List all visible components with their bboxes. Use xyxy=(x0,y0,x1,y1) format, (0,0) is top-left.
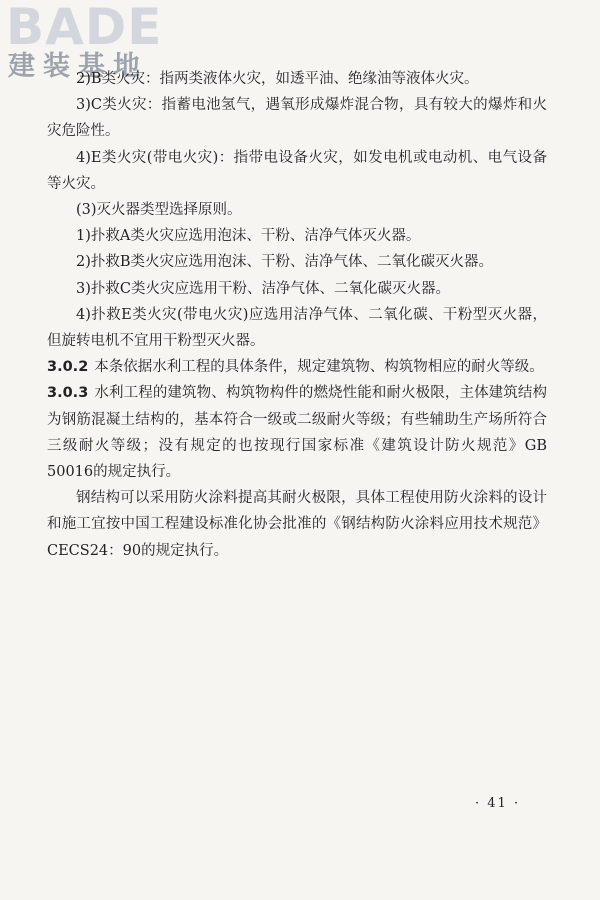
clause-3-0-3 xyxy=(47,380,547,485)
paragraph-rule-e: 4)扑救E类火灾(带电火灾)应选用洁净气体、二氧化碳、干粉型灭火器，但旋转电机不宜用干粉型灭火器。 xyxy=(47,306,547,350)
clause-3-0-2 xyxy=(47,354,547,380)
paragraph-selection-principle: (3)灭火器类型选择原则。 xyxy=(76,202,242,219)
paragraph-rule-b: 2)扑救B类火灾应选用泡沫、干粉、洁净气体、二氧化碳灭火器。 xyxy=(76,254,494,271)
watermark-latin-text: BADE xyxy=(6,0,163,56)
document-body xyxy=(47,66,547,564)
paragraph-steel-structure: 钢结构可以采用防火涂料提高其耐火极限，具体工程使用防火涂料的设计和施工宜按中国工程建设标准化协会批准的《钢结构防火涂料应用技术规范》CECS24：90的规定执行。 xyxy=(47,490,547,559)
paragraph-b-class-fire: 2)B类火灾：指两类液体火灾，如透平油、绝缘油等液体火灾。 xyxy=(76,71,479,87)
paragraph-c-class-fire: 3)C类火灾：指蓄电池氢气，遇氧形成爆炸混合物，具有较大的爆炸和火灾危险性。 xyxy=(47,97,547,140)
paragraph-rule-c: 3)扑救C类火灾应选用干粉、洁净气体、二氧化碳灭火器。 xyxy=(76,280,450,297)
clause-text: 本条依据水利工程的具体条件，规定建筑物、构筑物相应的耐火等级。 xyxy=(94,359,544,376)
clause-text: 水利工程的建筑物、构筑物构件的燃烧性能和耐火极限，主体建筑结构为钢筋混凝土结构的，基本符合一级或二级耐火等级；有些辅助生产场所符合三级耐火等级；没有规定的也按现行国家标准《建筑设计防火规范》GB 50016的规定执行。 xyxy=(47,385,547,481)
paragraph-e-class-fire: 4)E类火灾(带电火灾)：指带电设备火灾，如发电机或电动机、电气设备等火灾。 xyxy=(47,149,547,192)
page-number: · 41 · xyxy=(475,796,521,811)
clause-number: 3.0.3 xyxy=(47,385,89,402)
watermark-cjk-text: 建装基地 xyxy=(8,51,148,82)
paragraph-rule-a: 1)扑救A类火灾应选用泡沫、干粉、洁净气体灭火器。 xyxy=(76,228,421,245)
clause-number: 3.0.2 xyxy=(47,359,89,376)
